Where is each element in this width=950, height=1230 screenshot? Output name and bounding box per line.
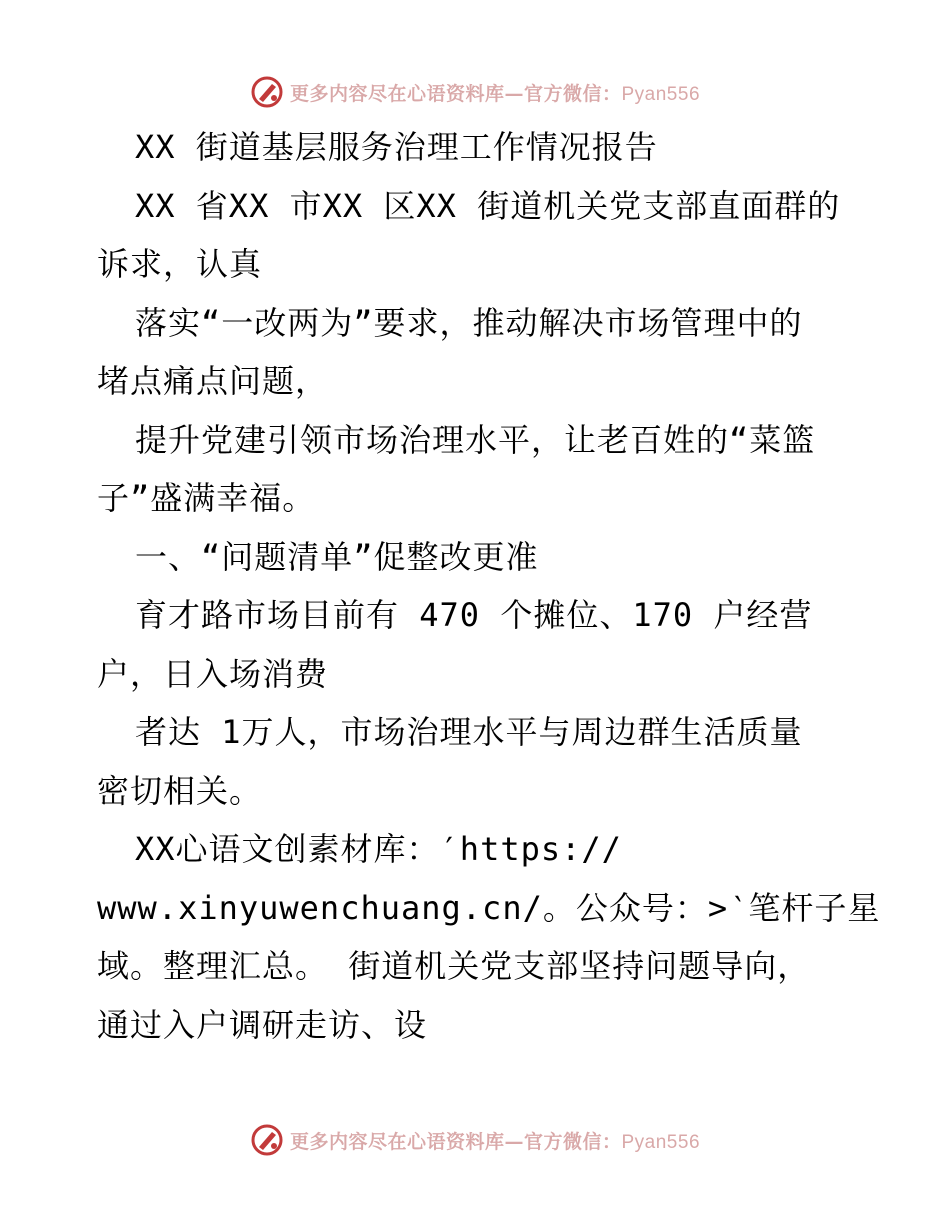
paragraph-line: 域。整理汇总。 街道机关党支部坚持问题导向， (97, 947, 811, 985)
paragraph-line: 提升党建引领市场治理水平，让老百姓的“菜篮 (135, 420, 816, 459)
paragraph-line: XX 省XX 市XX 区XX 街道机关党支部直面群的 (135, 186, 841, 225)
paragraph-line: 育才路市场目前有 470 个摊位、170 户经营 (135, 596, 813, 634)
watermark-id: Pyan556 (621, 83, 701, 105)
paragraph-line: 通过入户调研走访、设 (97, 1005, 428, 1044)
paragraph-line: 落实“一改两为”要求，推动解决市场管理中的 (135, 303, 803, 342)
paragraph-line: 者达 1万人，市场治理水平与周边群生活质量 (135, 713, 803, 751)
watermark-text: 更多内容尽在心语资料库—官方微信： (289, 1130, 622, 1153)
document-title: XX 街道基层服务治理工作情况报告 (135, 128, 658, 166)
paragraph-line: 诉求，认真 (97, 245, 263, 283)
paragraph-line: XX心语文创素材库：′https:// (135, 830, 622, 868)
paragraph-line: 密切相关。 (97, 771, 263, 810)
brand-logo-icon (250, 1123, 284, 1157)
paragraph-line: 子”盛满幸福。 (97, 479, 316, 517)
paragraph-line: www.xinyuwenchuang.cn/。公众号：>‵笔杆子星 (97, 888, 881, 927)
watermark-text: 更多内容尽在心语资料库—官方微信： (289, 82, 622, 105)
document-body (97, 118, 881, 1054)
footer-watermark (0, 1120, 950, 1160)
section-heading: 一、“问题清单”促整改更准 (135, 537, 539, 576)
watermark-id: Pyan556 (621, 1131, 701, 1153)
paragraph-line: 堵点痛点问题， (97, 362, 329, 400)
paragraph-line: 户，日入场消费 (97, 654, 329, 693)
header-watermark (0, 72, 950, 112)
brand-logo-icon (250, 75, 284, 109)
